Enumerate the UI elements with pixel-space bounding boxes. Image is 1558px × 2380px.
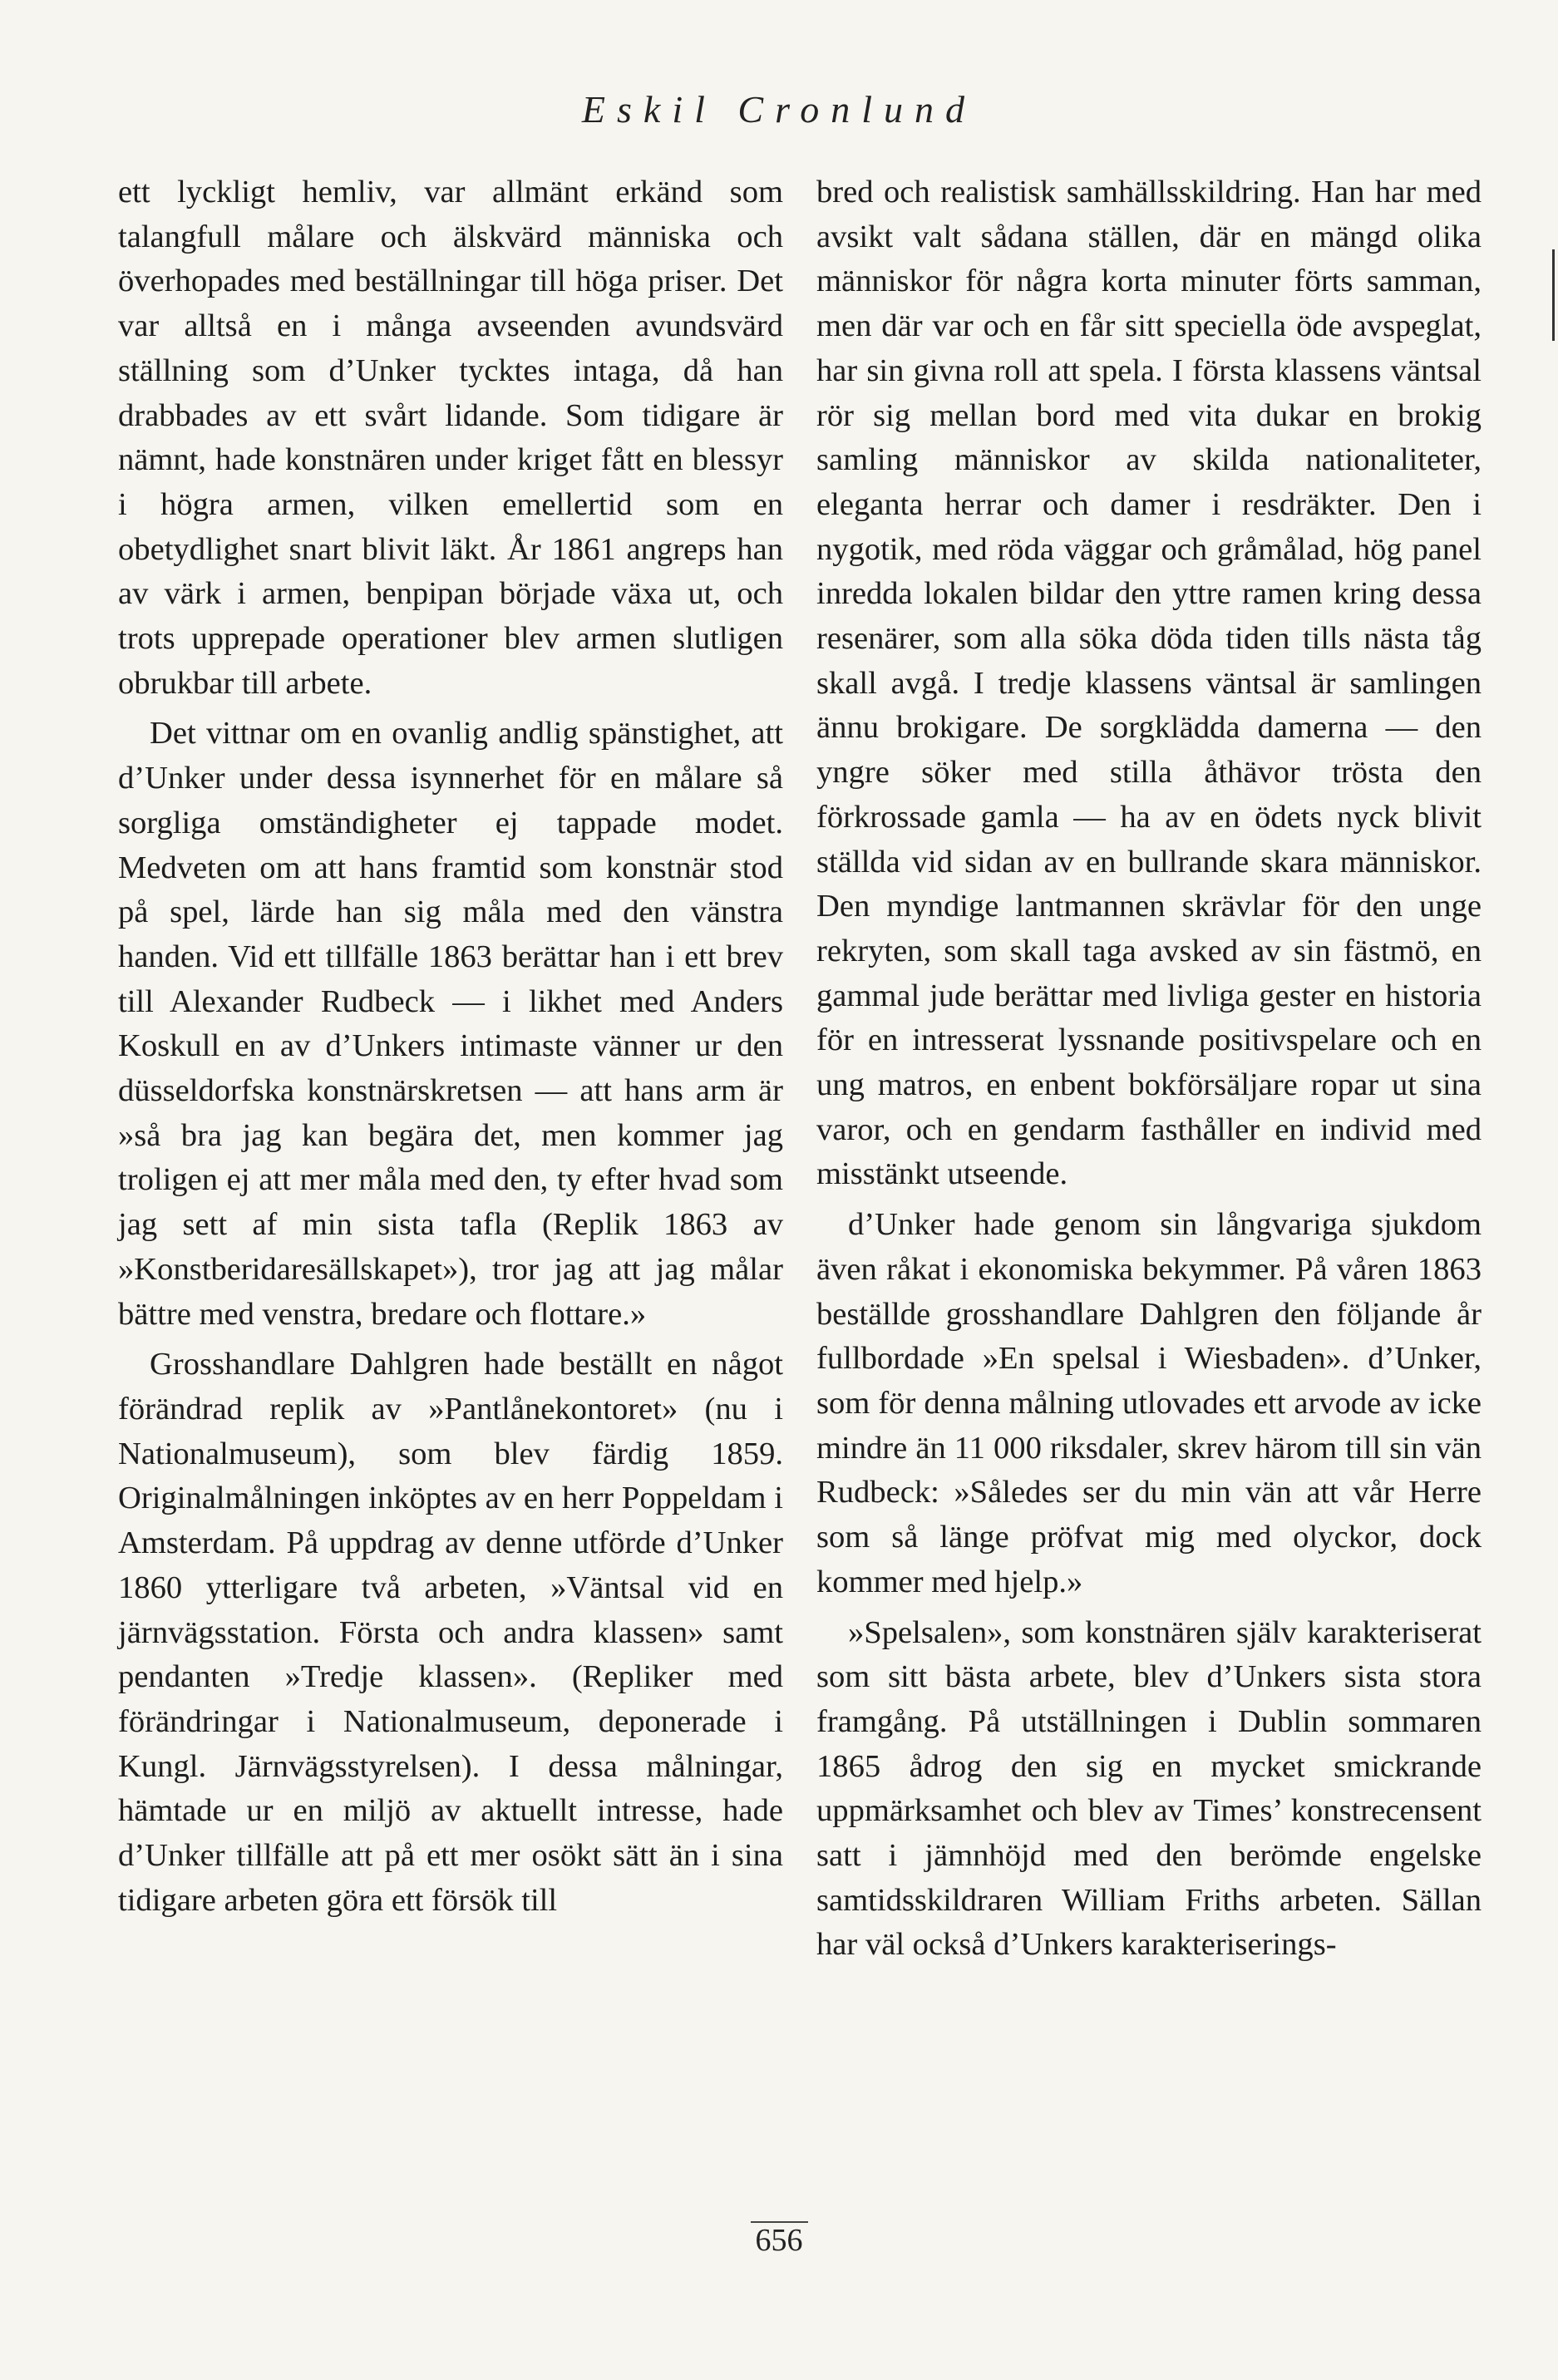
paragraph: d’Unker hade genom sin långvariga sjukdom även råkat i ekonomiska bekymmer. På våren 1863 beställde grosshandlare Dahlgren den följande år fullbordade »En spelsal i Wiesbaden». d’Unker, som för denna målning utlovades ett arvode av icke mindre än 11 000 riksdaler, skrev härom till sin vän Rudbeck: »Således ser du min vän att vår Herre som så länge pröfvat mig med olyckor, dock kommer med hjelp.»	[816, 1207, 1482, 1599]
paragraph: ett lyckligt hemliv, var allmänt erkänd som talangfull målare och älskvärd människa och överhopades med beställningar till höga priser. Det var alltså en i många avseenden avundsvärd ställning som d’Unker tycktes intaga, då han drabbades av ett svårt lidande. Som tidigare är nämnt, hade konstnären under kriget fått en blessyr i högra armen, vilken emellertid som en obetydlighet snart blivit läkt. År 1861 angreps han av värk i armen, benpipan började växa ut, och trots upprepade operationer blev armen slutligen obrukbar till arbete.	[118, 175, 783, 701]
running-head-title: Eskil Cronlund	[581, 88, 977, 131]
page-number	[0, 2222, 1558, 2259]
scan-edge-mark	[1552, 249, 1555, 341]
left-text-column	[118, 170, 783, 1923]
paragraph: bred och realistisk samhällsskildring. Han har med avsikt valt sådana ställen, där en mängd olika människor för några korta minuter förts samman, men där var och en får sitt speciella öde avspeglat, har sin givna roll att spela. I första klassens väntsal rör sig mellan bord med vita dukar en brokig samling människor av skilda nationaliteter, eleganta herrar och damer i resdräkter. Den i nygotik, med röda väggar och gråmålad, hög panel inredda lokalen bildar den yttre ramen kring dessa resenärer, som alla söka döda tiden tills nästa tåg skall avgå. I tredje klassens väntsal är samlingen ännu brokigare. De sorgklädda damerna — den yngre söker med stilla åthävor trösta den förkrossade gamla — ha av en ödets nyck blivit ställda vid sidan av en bullrande skara människor. Den myndige lantmannen skrävlar för den unge rekryten, som skall taga avsked av sin fästmö, en gammal jude berättar med livliga gester en historia för en intresserat lyssnande positivspelare och en ung matros, en enbent bokförsäljare ropar ut sina varor, och en gendarm fasthåller en individ med misstänkt utseende.	[816, 175, 1482, 1192]
right-text-column	[816, 170, 1482, 1968]
paragraph: Det vittnar om en ovanlig andlig spänstighet, att d’Unker under dessa isynnerhet för en målare så sorgliga omständigheter ej tappade modet. Medveten om att hans framtid som konstnär stod på spel, lärde han sig måla med den vänstra handen. Vid ett tillfälle 1863 berättar han i ett brev till Alexander Rudbeck — i likhet med Anders Koskull en av d’Unkers intimaste vänner ur den düsseldorfska konstnärskretsen — att hans arm är »så bra jag kan begära det, men kommer jag troligen ej att mer måla med den, ty efter hvad som jag sett af min sista tafla (Replik 1863 av »Konstberidaresällskapet»), tror jag att jag målar bättre med venstra, bredare och flottare.»	[118, 716, 783, 1332]
paragraph: Grosshandlare Dahlgren hade beställt en något förändrad replik av »Pantlånekontoret» (nu i Nationalmuseum), som blev färdig 1859. Originalmålningen inköptes av en herr Poppeldam i Amsterdam. På uppdrag av denne utförde d’Unker 1860 ytterligare två arbeten, »Väntsal vid en järnvägsstation. Första och andra klassen» samt pendanten »Tredje klassen». (Repliker med förändringar i Nationalmuseum, deponerade i Kungl. Järnvägsstyrelsen). I dessa målningar, hämtade ur en miljö av aktuellt intresse, hade d’Unker tillfälle att på ett mer osökt sätt än i sina tidigare arbeten göra ett försök till	[118, 1347, 783, 1918]
paragraph: »Spelsalen», som konstnären själv karakteriserat som sitt bästa arbete, blev d’Unkers sista stora framgång. På utställningen i Dublin sommaren 1865 ådrog den sig en mycket smickrande uppmärksamhet och blev av Times’ konstrecensent satt i jämnhöjd med den berömde engelske samtidsskildraren William Friths arbeten. Sällan har väl också d’Unkers karakteriserings-	[816, 1614, 1482, 1963]
page-number-text: 656	[751, 2221, 808, 2258]
